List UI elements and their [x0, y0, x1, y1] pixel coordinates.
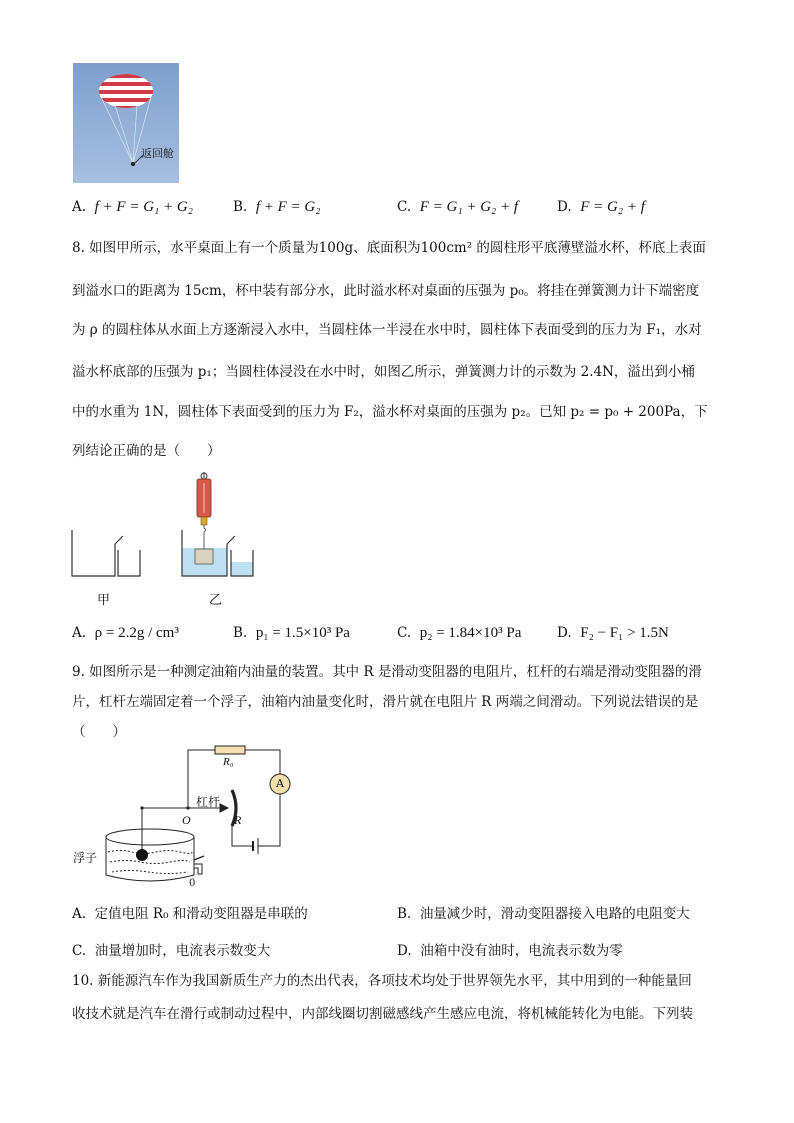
q8-line-4: 溢水杯底部的压强为 p₁；当圆柱体浸没在水中时，如图乙所示，弹簧测力计的示数为 2.4N，溢出到小桶 — [72, 364, 695, 380]
q8-figure — [68, 470, 268, 585]
q7-option-c[interactable]: C. F = G₁ + G₂ + f — [397, 199, 519, 215]
q10-line-1: 10. 新能源汽车作为我国新质生产力的杰出代表，各项技术均处于世界领先水平，其中用到的一种能量回 — [72, 973, 692, 989]
q8-option-c[interactable]: C. p₂ = 1.84×10³ Pa — [397, 625, 522, 641]
q7-option-b[interactable]: B. f + F = G₂ — [233, 199, 321, 215]
circuit-label-r: R — [234, 813, 242, 827]
q9-option-b[interactable]: B. 油量减少时，滑动变阻器接入电路的电阻变大 — [397, 906, 690, 922]
q9-line-1: 9. 如图所示是一种测定油箱内油量的装置。其中 R 是滑动变阻器的电阻片，杠杆的右端是滑动变阻器的滑 — [72, 664, 702, 680]
q10-line-2: 收技术就是汽车在滑行或制动过程中，内部线圈切割磁感线产生感应电流，将机械能转化为电能。下列装 — [72, 1006, 693, 1022]
parachute-drawing — [73, 63, 179, 183]
q8-line-1: 8. 如图甲所示，水平桌面上有一个质量为100g、底面积为100cm² 的圆柱形平底薄壁溢水杯，杯底上表面 — [72, 240, 706, 256]
figure-jia-cup — [72, 530, 140, 576]
circuit-label-lever: 杠杆 — [196, 795, 221, 809]
float-ball-icon — [136, 849, 148, 861]
q9-option-d[interactable]: D. 油箱中没有油时，电流表示数为零 — [397, 943, 623, 959]
circuit-label-ammeter: A — [276, 777, 284, 790]
q7-option-d[interactable]: D. F = G₂ + f — [557, 199, 645, 215]
figure-jia-label: 甲 — [97, 593, 111, 608]
circuit-label-r0: R₀ — [223, 756, 234, 768]
q9-line-3: （ ） — [72, 724, 126, 740]
circuit-label-tap: 0 — [189, 878, 196, 889]
q8-option-a[interactable]: A. ρ = 2.2g / cm³ — [72, 625, 179, 641]
q9-option-c[interactable]: C. 油量增加时，电流表示数变大 — [72, 943, 271, 959]
q8-line-2: 到溢水口的距离为 15cm，杯中装有部分水，此时溢水杯对桌面的压强为 p₀。将挂在弹簧测力计下端密度 — [72, 283, 700, 299]
q9-line-2: 片，杠杆左端固定着一个浮子，油箱内油量变化时，滑片就在电阻片 R 两端之间滑动。下列说法错误的是 — [72, 694, 699, 710]
figure-yi-setup — [182, 472, 253, 576]
circuit-label-float: 浮子 — [73, 851, 98, 865]
figure-yi-label: 乙 — [209, 593, 223, 608]
q8-option-b[interactable]: B. p₁ = 1.5×10³ Pa — [233, 625, 350, 641]
capsule-label: 返回舱 — [141, 147, 174, 160]
q8-line-6: 列结论正确的是（ ） — [72, 443, 221, 459]
q7-option-a[interactable]: A. f + F = G₁ + G₂ — [72, 199, 193, 215]
q8-line-5: 中的水重为 1N，圆柱体下表面受到的压力为 F₂，溢水杯对桌面的压强为 p₂。已知 p₂ = p₀ + 200Pa，下 — [72, 404, 708, 420]
q8-line-3: 为 ρ 的圆柱体从水面上方逐渐浸入水中，当圆柱体一半浸在水中时，圆柱体下表面受到的压力为 F₁，水对 — [72, 322, 702, 338]
parachute-photo — [73, 63, 179, 183]
q9-option-a[interactable]: A. 定值电阻 R₀ 和滑动变阻器是串联的 — [72, 906, 308, 922]
circuit-label-pivot: O — [182, 813, 191, 827]
q8-option-d[interactable]: D. F₂ − F₁ > 1.5N — [557, 625, 669, 641]
